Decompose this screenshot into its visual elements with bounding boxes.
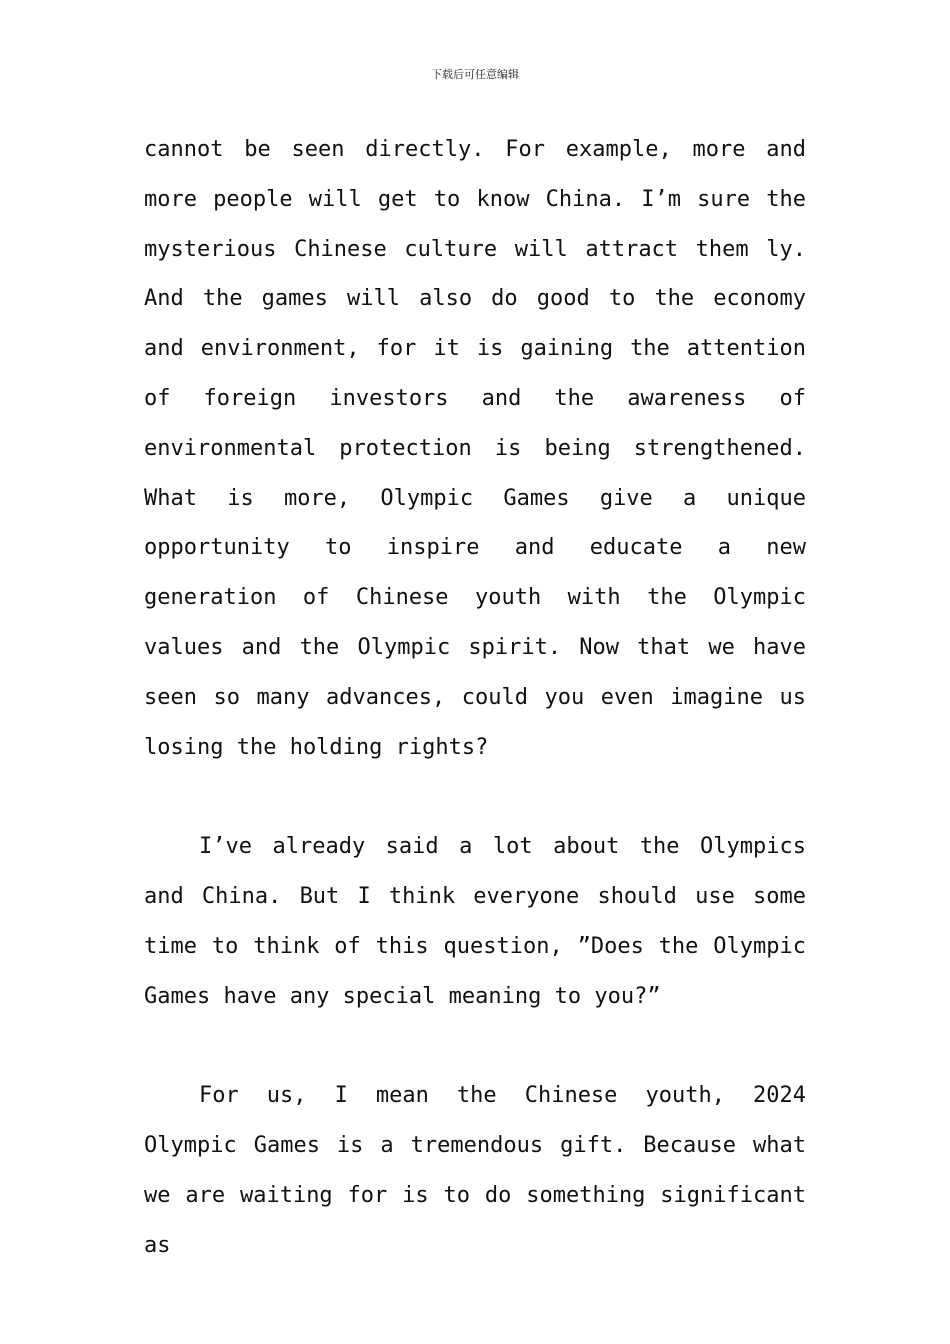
paragraph-2: I’ve already said a lot about the Olympics and China. But I think everyone should use some time to think of this question, ”Does the Olympic Games have any special meaning to you?” xyxy=(144,834,806,1009)
page-header-note: 下载后可任意编辑 xyxy=(431,68,519,81)
document-body xyxy=(144,125,806,1270)
paragraph-1: cannot be seen directly. For example, more and more people will get to know China. I’m sure the mysterious Chinese culture will attract them ly. And the games will also do good to the economy and environment, for it is gaining the attention of foreign investors and the awareness of environmental protection is being strengthened. What is more, Olympic Games give a unique opportunity to inspire and educate a new generation of Chinese youth with the Olympic values and the Olympic spirit. Now that we have seen so many advances, could you even imagine us losing the holding rights? xyxy=(144,137,806,760)
paragraph-3: For us, I mean the Chinese youth, 2024 Olympic Games is a tremendous gift. Because what we are waiting for is to do something significant as xyxy=(144,1083,806,1258)
